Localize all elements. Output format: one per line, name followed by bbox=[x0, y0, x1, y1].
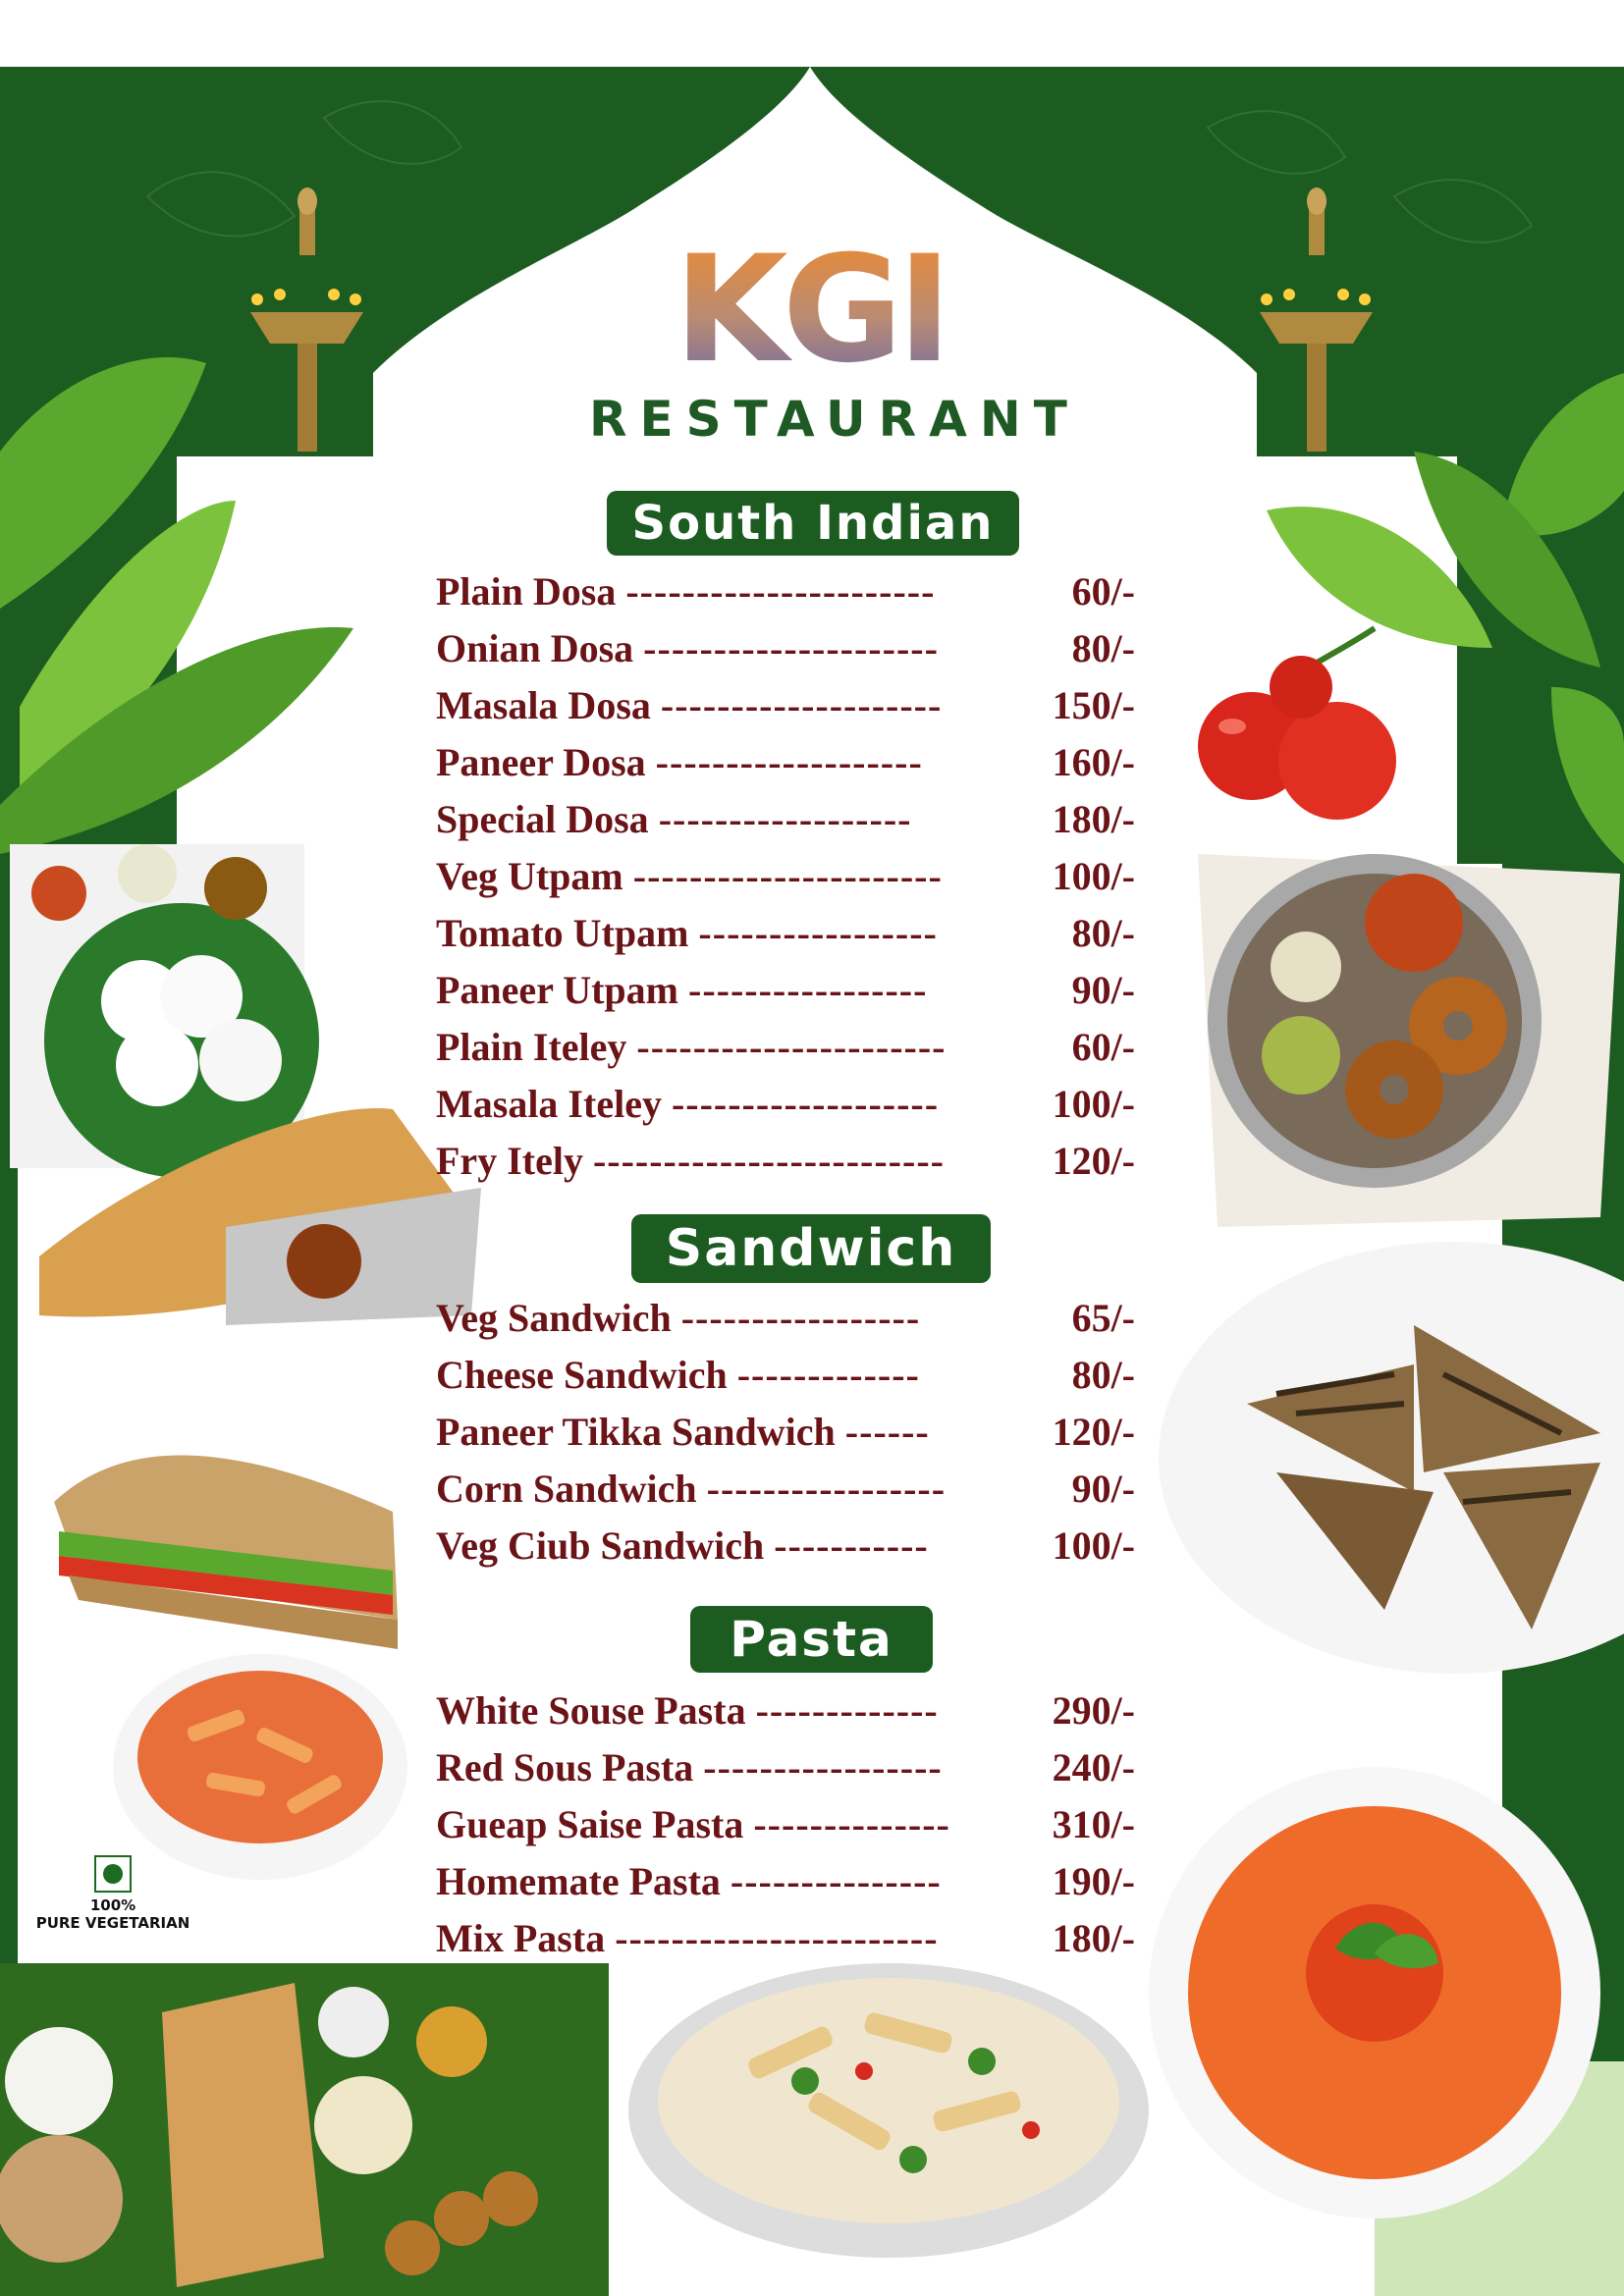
item-leader: ----------------------- bbox=[615, 1915, 939, 1960]
section-title-sandwich: Sandwich bbox=[631, 1214, 991, 1283]
kgi-logo bbox=[628, 238, 992, 375]
penne-pasta-bowl-image bbox=[113, 1654, 407, 1880]
section-title-south-indian: South Indian bbox=[607, 491, 1019, 556]
sandwich-left-image bbox=[54, 1456, 398, 1650]
item-leader: ------------------ bbox=[658, 796, 912, 841]
menu-item bbox=[436, 908, 1135, 957]
item-price: 290/- bbox=[1052, 1687, 1135, 1733]
menu-item bbox=[436, 566, 1135, 615]
menu-item bbox=[436, 1521, 1135, 1570]
item-leader: -------------------- bbox=[660, 682, 943, 727]
menu-item bbox=[436, 737, 1135, 786]
item-leader: ----------------- bbox=[688, 967, 928, 1012]
item-leader: ----------- bbox=[774, 1522, 929, 1568]
menu-item bbox=[436, 1799, 1135, 1848]
item-leader: --------------- bbox=[730, 1858, 942, 1903]
item-name: Paneer Utpam bbox=[436, 967, 678, 1012]
tomato-icon bbox=[1198, 628, 1396, 820]
pure-vegetarian-badge bbox=[29, 1855, 196, 1932]
item-leader: --------------------- bbox=[643, 625, 939, 670]
item-name: Onian Dosa bbox=[436, 625, 634, 670]
item-price: 120/- bbox=[1052, 1138, 1135, 1183]
menu-item bbox=[436, 1136, 1135, 1185]
item-leader: ---------------------- bbox=[625, 568, 936, 614]
item-leader: ---------------------- bbox=[632, 853, 943, 898]
item-price: 80/- bbox=[1071, 910, 1135, 955]
item-leader: ----------------- bbox=[698, 910, 938, 955]
menu-item bbox=[436, 1742, 1135, 1791]
kgi-logo-text: KGI bbox=[674, 238, 947, 375]
grilled-sandwich-plate-image bbox=[1159, 1242, 1624, 1674]
item-price: 100/- bbox=[1052, 1081, 1135, 1126]
item-name: Veg Utpam bbox=[436, 853, 623, 898]
item-leader: ------------------------- bbox=[592, 1138, 945, 1183]
item-leader: ------------------- bbox=[671, 1081, 940, 1126]
item-name: Mix Pasta bbox=[436, 1915, 606, 1960]
item-price: 80/- bbox=[1071, 1352, 1135, 1397]
item-price: 310/- bbox=[1052, 1801, 1135, 1846]
item-leader: ------------------- bbox=[655, 739, 923, 784]
menu-item bbox=[436, 1913, 1135, 1962]
item-name: Gueap Saise Pasta bbox=[436, 1801, 744, 1846]
item-price: 100/- bbox=[1052, 853, 1135, 898]
item-leader: ------------- bbox=[736, 1352, 920, 1397]
item-name: Plain Iteley bbox=[436, 1024, 627, 1069]
item-name: White Souse Pasta bbox=[436, 1687, 746, 1733]
item-price: 65/- bbox=[1071, 1295, 1135, 1340]
item-price: 60/- bbox=[1071, 568, 1135, 614]
item-leader: ---------------------- bbox=[636, 1024, 947, 1069]
item-name: Plain Dosa bbox=[436, 568, 617, 614]
item-name: Homemate Pasta bbox=[436, 1858, 721, 1903]
item-name: Red Sous Pasta bbox=[436, 1744, 694, 1789]
item-leader: ------ bbox=[844, 1409, 930, 1454]
menu-item bbox=[436, 623, 1135, 672]
penne-alfredo-plate-image bbox=[628, 1963, 1149, 2258]
item-price: 160/- bbox=[1052, 739, 1135, 784]
menu-item bbox=[436, 1464, 1135, 1513]
menu-item bbox=[436, 851, 1135, 900]
item-price: 240/- bbox=[1052, 1744, 1135, 1789]
menu-item bbox=[436, 1079, 1135, 1128]
menu-item bbox=[436, 1856, 1135, 1905]
menu-item bbox=[436, 1022, 1135, 1071]
item-leader: ----------------- bbox=[706, 1466, 947, 1511]
idli-dosa-plate-image bbox=[10, 844, 481, 1325]
item-price: 150/- bbox=[1052, 682, 1135, 727]
item-name: Tomato Utpam bbox=[436, 910, 689, 955]
item-name: Paneer Tikka Sandwich bbox=[436, 1409, 836, 1454]
item-price: 180/- bbox=[1052, 1915, 1135, 1960]
item-name: Special Dosa bbox=[436, 796, 649, 841]
item-name: Veg Sandwich bbox=[436, 1295, 672, 1340]
badge-label: PURE VEGETARIAN bbox=[35, 1914, 190, 1932]
item-price: 100/- bbox=[1052, 1522, 1135, 1568]
menu-item bbox=[436, 1350, 1135, 1399]
menu-item bbox=[436, 1685, 1135, 1735]
vada-plate-image bbox=[1198, 854, 1620, 1227]
item-price: 180/- bbox=[1052, 796, 1135, 841]
item-price: 120/- bbox=[1052, 1409, 1135, 1454]
menu-item bbox=[436, 1293, 1135, 1342]
item-leader: ----------------- bbox=[680, 1295, 921, 1340]
menu-item bbox=[436, 1407, 1135, 1456]
south-indian-spread-image bbox=[0, 1963, 609, 2296]
section-title-pasta: Pasta bbox=[690, 1606, 933, 1673]
item-price: 90/- bbox=[1071, 967, 1135, 1012]
item-leader: ------------- bbox=[755, 1687, 939, 1733]
badge-percent: 100% bbox=[89, 1896, 136, 1914]
item-leader: ----------------- bbox=[703, 1744, 943, 1789]
item-name: Cheese Sandwich bbox=[436, 1352, 728, 1397]
item-name: Veg Ciub Sandwich bbox=[436, 1522, 765, 1568]
item-name: Corn Sandwich bbox=[436, 1466, 697, 1511]
item-name: Masala Dosa bbox=[436, 682, 651, 727]
item-name: Paneer Dosa bbox=[436, 739, 646, 784]
menu-item bbox=[436, 965, 1135, 1014]
item-price: 80/- bbox=[1071, 625, 1135, 670]
item-name: Masala Iteley bbox=[436, 1081, 662, 1126]
restaurant-subtitle: RESTAURANT bbox=[589, 391, 1080, 448]
menu-item bbox=[436, 794, 1135, 843]
item-price: 190/- bbox=[1052, 1858, 1135, 1903]
item-price: 90/- bbox=[1071, 1466, 1135, 1511]
menu-item bbox=[436, 680, 1135, 729]
item-name: Fry Itely bbox=[436, 1138, 583, 1183]
item-leader: -------------- bbox=[753, 1801, 950, 1846]
item-price: 60/- bbox=[1071, 1024, 1135, 1069]
veg-symbol-icon bbox=[94, 1855, 132, 1893]
